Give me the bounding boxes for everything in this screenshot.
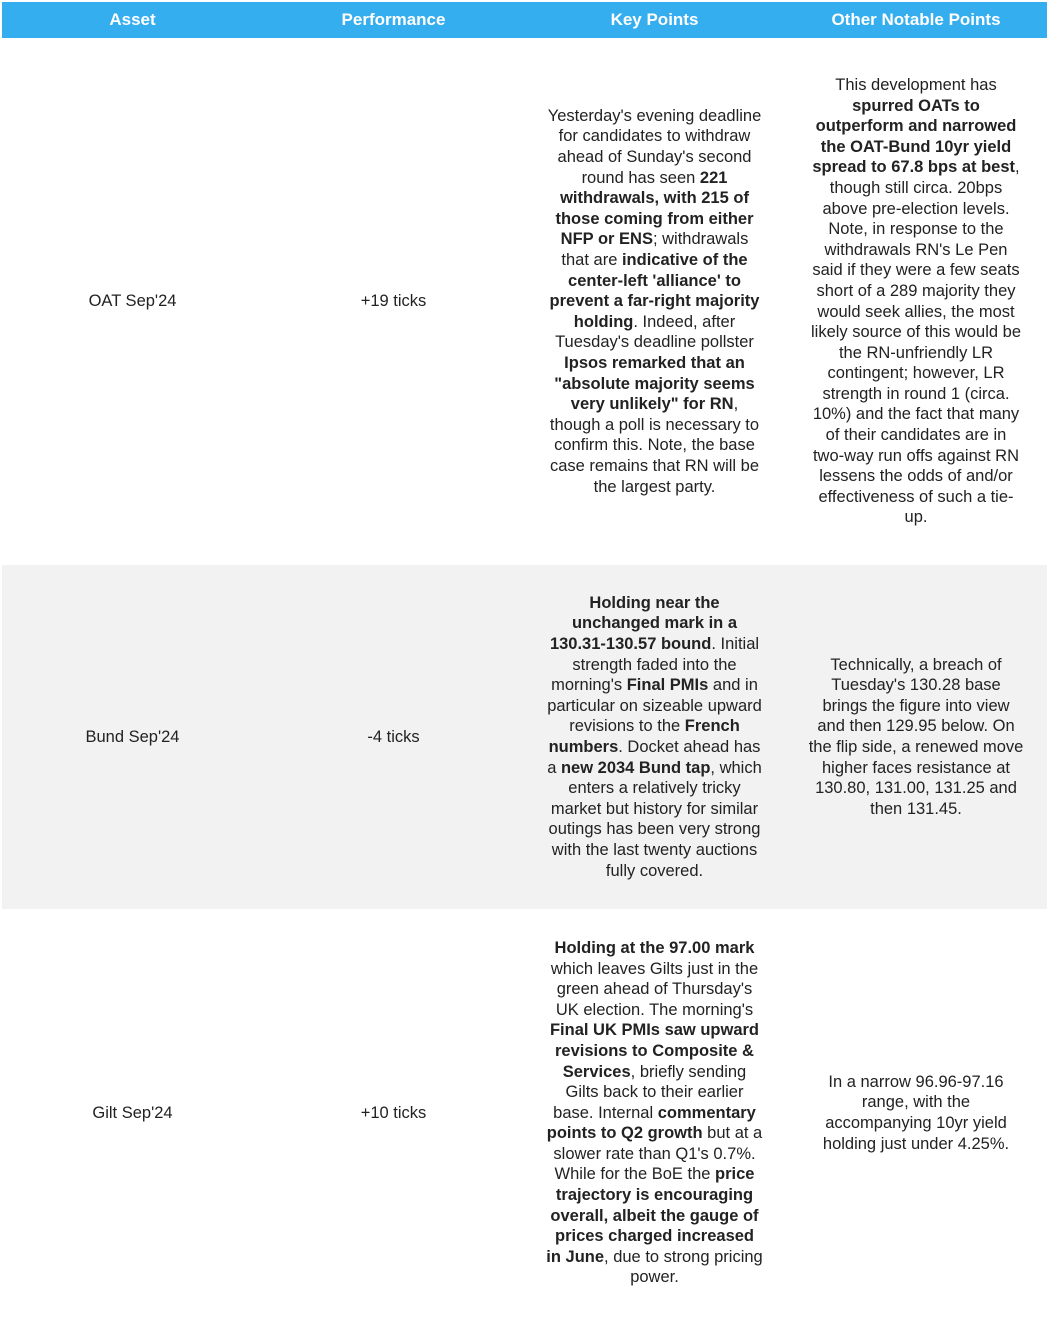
- asset-cell: Gilt Sep'24: [2, 909, 263, 1317]
- text-run: Technically, a breach of Tuesday's 130.28 base brings the figure into view and then 129.95 below. On the flip side, a renewed move higher faces resistance at 130.80, 131.00, 131.25 and then 131.45.: [808, 655, 1024, 818]
- other-points-text: [808, 1072, 1024, 1154]
- bold-text-run: Holding at the 97.00 mark: [554, 938, 755, 957]
- performance-cell: +19 ticks: [263, 38, 524, 565]
- header-other-points: Other Notable Points: [785, 2, 1047, 38]
- text-run: . Initial strength faded into the morning's: [551, 635, 760, 695]
- text-run: In a narrow 96.96-97.16 range, with the accompanying 10yr yield holding just under 4.25%.: [822, 1072, 1010, 1153]
- asset-cell: Bund Sep'24: [2, 565, 263, 909]
- text-run: This development has: [835, 75, 997, 94]
- key-points-cell: [524, 909, 785, 1317]
- text-run: Yesterday's evening deadline for candidates to withdraw ahead of Sunday's second round has seen: [547, 106, 762, 187]
- performance-cell: -4 ticks: [263, 565, 524, 909]
- bold-text-run: Holding near the unchanged mark in a 130.31-130.57 bound: [549, 593, 738, 654]
- text-run: , due to strong pricing power.: [604, 1247, 763, 1287]
- table-row: [2, 909, 1047, 1317]
- text-run: ; withdrawals that are: [561, 230, 749, 270]
- table-row: [2, 38, 1047, 565]
- key-points-text: [546, 106, 764, 497]
- header-performance: Performance: [263, 2, 524, 38]
- text-run: , which enters a relatively tricky market but history for similar outings has been very strong with the last twenty auctions fully covered.: [548, 758, 762, 880]
- bold-text-run: 221 withdrawals, with 215 of those coming from either NFP or ENS: [555, 168, 754, 249]
- bold-text-run: new 2034 Bund tap: [560, 758, 711, 777]
- text-run: , though still circa. 20bps above pre-election levels. Note, in response to the withdrawals RN's Le Pen said if they were a few seats short of a 289 majority they would seek allies, the most likely source of this would be the RN-unfriendly LR contingent; however, LR strength in round 1 (circa. 10%) and the fact that many of their candidates are in two-way run offs against RN lessens the odds of and/or effectiveness of such a tie-up.: [810, 158, 1022, 527]
- text-run: but at a slower rate than Q1's 0.7%. While for the BoE the: [553, 1124, 763, 1184]
- bold-text-run: French numbers: [548, 717, 740, 756]
- header-row: [2, 2, 1047, 38]
- bold-text-run: Ipsos remarked that an "absolute majority seems very unlikely" for RN: [554, 353, 755, 414]
- bold-text-run: indicative of the center-left 'alliance' to prevent a far-right majority holding: [549, 251, 760, 331]
- bold-text-run: spurred OATs to outperform and narrowed the OAT-Bund 10yr yield spread to 67.8 bps at best: [812, 96, 1017, 177]
- header-asset: Asset: [2, 2, 263, 38]
- bold-text-run: Final PMIs: [626, 676, 709, 695]
- other-points-cell: [785, 38, 1047, 565]
- other-points-text: [808, 75, 1024, 528]
- bold-text-run: commentary points to Q2 growth: [546, 1103, 756, 1143]
- bold-text-run: price trajectory is encouraging overall, albeit the gauge of prices charged increased in June: [546, 1165, 759, 1266]
- key-points-cell: [524, 565, 785, 909]
- key-points-cell: [524, 38, 785, 565]
- other-points-cell: [785, 909, 1047, 1317]
- market-summary-table: [2, 2, 1047, 1317]
- text-run: , briefly sending Gilts back to their earlier base. Internal: [553, 1062, 747, 1122]
- text-run: . Docket ahead has a: [547, 738, 761, 777]
- asset-cell: OAT Sep'24: [2, 38, 263, 565]
- key-points-text: [546, 938, 764, 1288]
- bold-text-run: Final UK PMIs saw upward revisions to Composite & Services: [549, 1021, 760, 1081]
- text-run: , though a poll is necessary to confirm this. Note, the base case remains that RN will be the largest party.: [549, 395, 760, 496]
- other-points-text: [808, 655, 1024, 820]
- other-points-cell: [785, 565, 1047, 909]
- key-points-text: [546, 593, 764, 881]
- text-run: which leaves Gilts just in the green ahead of Thursday's UK election. The morning's: [550, 959, 759, 1019]
- table-row: [2, 565, 1047, 909]
- performance-cell: +10 ticks: [263, 909, 524, 1317]
- text-run: . Indeed, after Tuesday's deadline pollster: [555, 312, 754, 352]
- header-key-points: Key Points: [524, 2, 785, 38]
- text-run: and in particular on sizeable upward revisions to the: [547, 676, 762, 736]
